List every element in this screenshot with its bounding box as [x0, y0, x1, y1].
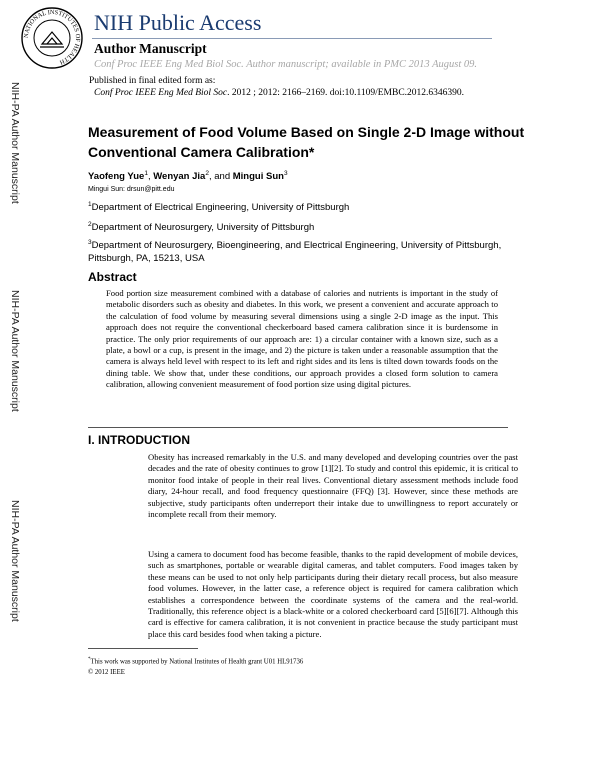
affiliation-text: Department of Electrical Engineering, University of Pittsburgh [91, 202, 350, 214]
manuscript-label: Author Manuscript [94, 41, 207, 56]
side-label-3: NIH-PA Author Manuscript [9, 500, 21, 622]
affiliation-mark: 2 [88, 221, 92, 228]
affiliation-text: Department of Neurosurgery, Bioengineering, and Electrical Engineering, University of Pittsburgh, Pittsburgh, PA, 15213, USA [88, 240, 502, 265]
author-affiliation-mark: 3 [283, 170, 288, 177]
author-separator: , and [208, 171, 233, 183]
header-rule [92, 38, 492, 39]
author-name: Yaofeng Yue [88, 171, 145, 183]
paper-title: Measurement of Food Volume Based on Single 2-D Image without Conventional Camera Calibration* [88, 124, 525, 160]
abstract-heading: Abstract [88, 270, 137, 284]
repo-title: NIH Public Access [94, 10, 262, 35]
side-label-1: NIH-PA Author Manuscript [9, 82, 21, 204]
section-divider [88, 427, 508, 428]
nih-logo [20, 6, 84, 70]
copyright: © 2012 IEEE [88, 669, 125, 676]
affiliation-mark: 3 [88, 239, 92, 246]
published-label: Published in final edited form as: [89, 76, 216, 86]
footnote-mark: * [88, 657, 91, 662]
journal-availability: Conf Proc IEEE Eng Med Biol Soc. Author manuscript; available in PMC 2013 August 09. [94, 59, 478, 70]
author-list [88, 170, 288, 182]
citation-journal: Conf Proc IEEE Eng Med Biol Soc [94, 88, 228, 98]
author-separator: , [147, 171, 154, 183]
corresponding-email: Mingui Sun: drsun@pitt.edu [88, 186, 175, 193]
footnote-rule [88, 648, 198, 649]
author-affiliation-mark: 2 [205, 170, 209, 177]
affiliation [88, 236, 528, 265]
affiliation-text: Department of Neurosurgery, University of Pittsburgh [91, 222, 315, 234]
author-name: Wenyan Jia [153, 171, 206, 183]
affiliation-mark: 1 [88, 201, 92, 208]
author-affiliation-mark: 1 [144, 170, 148, 177]
funding-footnote [88, 657, 303, 665]
citation [94, 88, 464, 98]
intro-paragraph: Using a camera to document food has become feasible, thanks to the rapid development of mobile devices, such as smartphones, portable or wearable digital cameras, and tablet computers. Food images taken by these means can be used to not only help participants during their dietary recall process, but also measure food volumes. However, in the latter case, a reference object is required for camera calibration which establishes a correspondence between the coordinate systems of the camera and the real-world. Traditionally, this reference object is a black-white or a colored checkerboard card [5][6][7]. Although this card is effective for camera calibration, it is not convenient in practice because the study participant must place this card besides food when taking a picture. [148, 549, 518, 639]
intro-heading: I. INTRODUCTION [88, 433, 190, 447]
author-name: Mingui Sun [232, 171, 284, 183]
footnote-text: This work was supported by National Institutes of Health grant U01 HL91736 [90, 658, 304, 666]
intro-paragraph: Obesity has increased remarkably in the U.S. and many developed and developing countries over the past decades and the rate of obesity continues to grow [1][2]. To study and control this epidemic, it is critical to monitor food intake of people in their real lives. Conventional dietary assessment methods include food diary, 24-hour recall, and food frequency questionnaire (FFQ) [3]. However, since these methods are subjective, study participants often underreport their intake due to unwillingness to report accurately or incomplete recall from their memory. [148, 452, 518, 520]
citation-rest: . 2012 ; 2012: 2166–2169. doi:10.1109/EMBC.2012.6346390. [227, 88, 465, 98]
logo-text: NATIONAL INSTITUTES OF HEALTH [22, 8, 82, 66]
abstract-text: Food portion size measurement combined with a database of calories and nutrients is important in the study of metabolic disorders such as obesity and diabetes. In this work, we present a convenient and accurate approach to the calculation of food volume by measuring several dimensions using a single 2-D image as the input. This approach does not require the conventional checkerboard based camera calibration since it is burdensome in practice. The only prior requirements of our approach are: 1) a circular container with a known size, such as a plate, a bowl or a cup, is present in the image, and 2) the picture is taken under a reasonable assumption that the camera is always held level with respect to its left and right sides and its lens is tilted down towards foods on the dining table. We show that, under these conditions, our approach provides a closed form solution to camera calibration, allowing convenient measurement of food portion size using digital pictures. [106, 288, 498, 390]
affiliation [88, 198, 528, 214]
affiliation [88, 218, 528, 234]
side-label-2: NIH-PA Author Manuscript [9, 290, 21, 412]
